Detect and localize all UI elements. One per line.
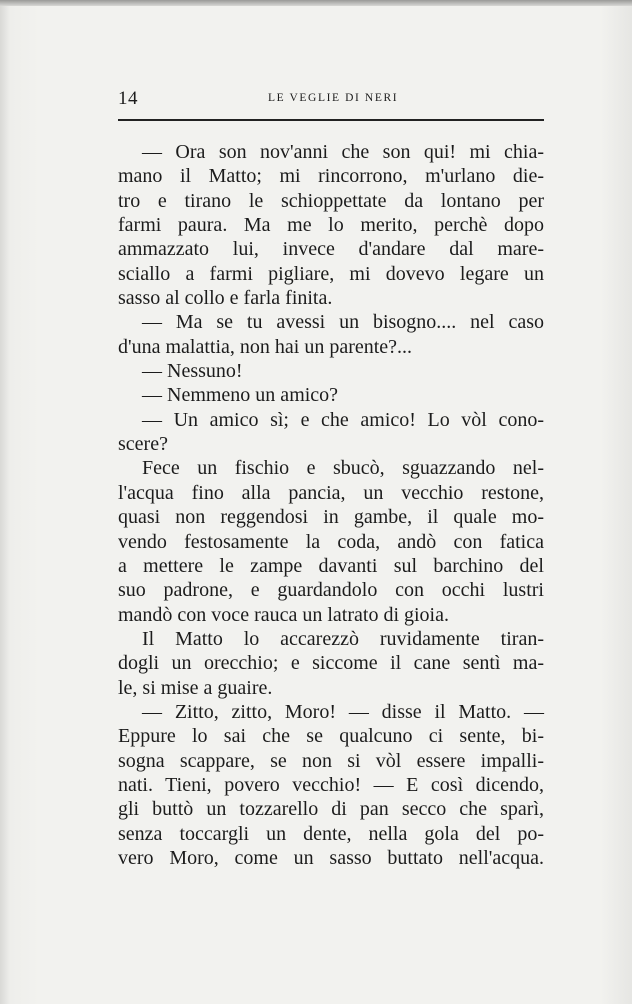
text-line: mandò con voce rauca un latrato di gioia. bbox=[118, 603, 449, 626]
text-line: Eppure lo sai che se qualcuno ci sente, bi- bbox=[118, 725, 544, 748]
text-line: — Nessuno! bbox=[142, 360, 243, 383]
text-line: — Ma se tu avessi un bisogno.... nel caso bbox=[142, 311, 544, 334]
text-line: mano il Matto; mi rincorrono, m'urlano die- bbox=[118, 165, 544, 188]
text-line: — Ora son nov'anni che son qui! mi chia- bbox=[142, 141, 544, 163]
text-line: — Zitto, zitto, Moro! — disse il Matto. — bbox=[142, 700, 544, 723]
page-top-edge bbox=[0, 0, 632, 6]
page-number: 14 bbox=[118, 88, 138, 109]
body-text bbox=[118, 140, 544, 870]
text-line: gli buttò un tozzarello di pan secco che sparì, bbox=[118, 798, 544, 821]
text-line: d'una malattia, non hai un parente?... bbox=[118, 335, 413, 358]
text-line: tro e tirano le schioppettate da lontano per bbox=[118, 189, 544, 212]
text-line: a mettere le zampe davanti sul barchino del bbox=[118, 554, 544, 577]
text-line: sciallo a farmi pigliare, mi dovevo legare un bbox=[118, 262, 544, 285]
text-line: Fece un fischio e sbucò, sguazzando nel- bbox=[142, 457, 544, 480]
header-rule bbox=[118, 119, 544, 121]
text-line: ammazzato lui, invece d'andare dal mare- bbox=[118, 238, 544, 261]
text-line: nati. Tieni, povero vecchio! — E così dicendo, bbox=[118, 773, 544, 796]
text-line: sogna scappare, se non si vòl essere impalli- bbox=[118, 749, 544, 772]
text-line: — Un amico sì; e che amico! Lo vòl cono- bbox=[142, 408, 544, 431]
text-line: l'acqua fino alla pancia, un vecchio restone, bbox=[118, 481, 544, 504]
running-title: LE VEGLIE DI NERI bbox=[268, 92, 399, 104]
text-line: farmi paura. Ma me lo merito, perchè dopo bbox=[118, 214, 544, 237]
text-line: senza toccargli un dente, nella gola del po- bbox=[118, 822, 544, 845]
text-line: suo padrone, e guardandolo con occhi lustri bbox=[118, 579, 544, 602]
text-line: — Nemmeno un amico? bbox=[142, 384, 339, 407]
text-line: scere? bbox=[118, 433, 168, 456]
text-line: dogli un orecchio; e siccome il cane sentì ma- bbox=[118, 652, 544, 675]
text-line: quasi non reggendosi in gambe, il quale mo- bbox=[118, 506, 544, 529]
text-line: sasso al collo e farla finita. bbox=[118, 287, 333, 310]
text-line: le, si mise a guaire. bbox=[118, 676, 273, 699]
text-line: vero Moro, come un sasso buttato nell'acqua. bbox=[118, 846, 544, 869]
text-line: vendo festosamente la coda, andò con fatica bbox=[118, 530, 544, 553]
page-header bbox=[118, 88, 544, 112]
text-line: Il Matto lo accarezzò ruvidamente tiran- bbox=[142, 627, 544, 650]
